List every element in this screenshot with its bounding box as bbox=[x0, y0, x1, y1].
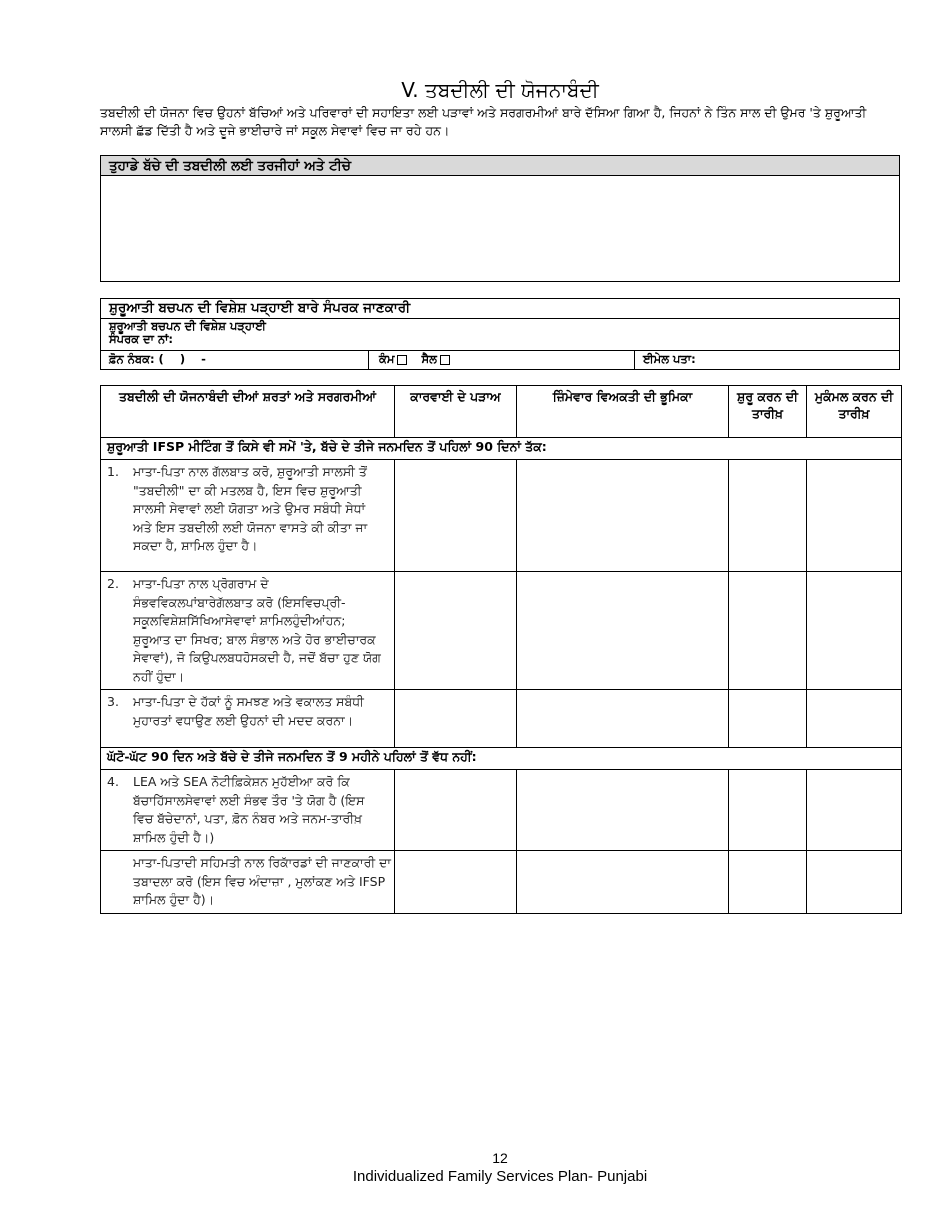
responsible-role-cell[interactable] bbox=[517, 851, 729, 914]
table-row bbox=[101, 572, 902, 690]
action-steps-cell[interactable] bbox=[395, 460, 517, 572]
responsible-role-cell[interactable] bbox=[517, 690, 729, 748]
task-number: 4. bbox=[107, 774, 119, 789]
task-text: ਮਾਤਾ-ਪਿਤਾ ਨਾਲ ਪ੍ਰੋਗਰਾਮ ਦੇ ਸੰਭਵਵਿਕਲਪਾਂਬਾਰੇਗੱਲਬਾਤ ਕਰੋ (ਇਸਵਿਚਪ੍ਰੀ-ਸਕੂਲਵਿਸ਼ੇਸ਼ਸਿੱਖਿਆਸੇਵਾਵਾਂ ਸ਼ਾਮਿਲਹੁੰਦੀਆਂਹਨ; ਸ਼ੁਰੂਆਤ ਦਾ ਸਿਖਰ; ਬਾਲ ਸੰਭਾਲ ਅਤੇ ਹੋਰ ਭਾਈਚਾਰਕ ਸੇਵਾਵਾਂ), ਜੋ ਕਿਉਪਲਬਧਹੋਸਕਦੀ ਹੈ, ਜਦੋਂ ਬੱਚਾ ਹੁਣ ਯੋਗ ਨਹੀਂ ਹੁੰਦਾ। bbox=[133, 576, 381, 684]
contact-heading: ਸ਼ੁਰੂਆਤੀ ਬਚਪਨ ਦੀ ਵਿਸ਼ੇਸ਼ ਪੜ੍ਹਾਈ ਬਾਰੇ ਸੰਪਰਕ ਜਾਣਕਾਰੀ bbox=[101, 299, 899, 319]
table-row bbox=[101, 460, 902, 572]
action-steps-cell[interactable] bbox=[395, 690, 517, 748]
start-date-cell[interactable] bbox=[729, 770, 807, 851]
task-cell bbox=[101, 770, 395, 851]
cell-checkbox[interactable] bbox=[440, 355, 450, 365]
task-text: LEA ਅਤੇ SEA ਨੋਟੀਫ਼ਿਕੇਸ਼ਨ ਮੁਹੱਈਆ ਕਰੋ ਕਿ ਬੱਚਾਹਿੱਸਾਲਸੇਵਾਵਾਂ ਲਈ ਸੰਭਵ ਤੌਰ 'ਤੇ ਯੋਗ ਹੈ (ਇਸ ਵਿਚ ਬੱਚੇਦਾਨਾਂ, ਪਤਾ, ਫ਼ੋਨ ਨੰਬਰ ਅਤੇ ਜਨਮ-ਤਾਰੀਖ਼ ਸ਼ਾਮਿਲ ਹੁੰਦੀ ਹੈ।) bbox=[133, 774, 365, 845]
task-text: ਮਾਤਾ-ਪਿਤਾ ਨਾਲ ਗੱਲਬਾਤ ਕਰੋ, ਸ਼ੁਰੂਆਤੀ ਸਾਲਸੀ ਤੋਂ "ਤਬਦੀਲੀ" ਦਾ ਕੀ ਮਤਲਬ ਹੈ, ਇਸ ਵਿਚ ਸ਼ੁਰੂਆਤੀ ਸਾਲਸੀ ਸੇਵਾਵਾਂ ਲਈ ਯੋਗਤਾ ਅਤੇ ਉਮਰ ਸਬੰਧੀ ਸੇਧਾਂ ਅਤੇ ਇਸ ਤਬਦੀਲੀ ਲਈ ਯੋਜਨਾ ਵਾਸਤੇ ਕੀ ਕੀਤਾ ਜਾ ਸਕਦਾ ਹੈ, ਸ਼ਾਮਿਲ ਹੁੰਦਾ ਹੈ। bbox=[133, 464, 368, 553]
phone-type bbox=[369, 351, 635, 369]
work-label: ਕੰਮ bbox=[379, 352, 395, 366]
contact-name-field[interactable] bbox=[101, 319, 899, 351]
responsible-role-cell[interactable] bbox=[517, 572, 729, 690]
section-row bbox=[101, 748, 902, 770]
priorities-box bbox=[100, 155, 900, 282]
contact-name-label-1: ਸ਼ੁਰੂਆਤੀ ਬਚਪਨ ਦੀ ਵਿਸ਼ੇਸ਼ ਪੜ੍ਹਾਈ bbox=[109, 319, 266, 333]
footer-title: Individualized Family Services Plan- Punjabi bbox=[352, 1168, 648, 1185]
task-number: 1. bbox=[107, 464, 119, 479]
responsible-role-cell[interactable] bbox=[517, 460, 729, 572]
cell-label: ਸੈਲ bbox=[421, 352, 437, 366]
completion-date-cell[interactable] bbox=[807, 770, 902, 851]
task-number: 3. bbox=[107, 694, 119, 709]
work-checkbox[interactable] bbox=[397, 355, 407, 365]
task-text: ਮਾਤਾ-ਪਿਤਾ ਦੇ ਹੱਕਾਂ ਨੂੰ ਸਮਝਣ ਅਤੇ ਵਕਾਲਤ ਸਬੰਧੀ ਮੁਹਾਰਤਾਂ ਵਧਾਉਣ ਲਈ ਉਹਨਾਂ ਦੀ ਮਦਦ ਕਰਨਾ। bbox=[133, 694, 364, 728]
phone-field[interactable]: ਫ਼ੋਨ ਨੰਬਕ: ( ) - bbox=[101, 351, 369, 369]
action-steps-cell[interactable] bbox=[395, 572, 517, 690]
priorities-heading: ਤੁਹਾਡੇ ਬੱਚੇ ਦੀ ਤਬਦੀਲੀ ਲਈ ਤਰਜੀਹਾਂ ਅਤੇ ਟੀਚੇ bbox=[101, 156, 899, 176]
page-title: V. ਤਬਦੀਲੀ ਦੀ ਯੋਜਨਾਬੰਦੀ bbox=[401, 78, 599, 102]
priorities-entry-area[interactable] bbox=[101, 176, 899, 281]
table-header-row bbox=[101, 386, 902, 438]
section-row bbox=[101, 438, 902, 460]
task-cell bbox=[101, 460, 395, 572]
header-responsible-role: ਜ਼ਿੰਮੇਵਾਰ ਵਿਅਕਤੀ ਦੀ ਭੂਮਿਕਾ bbox=[517, 386, 729, 438]
task-cell bbox=[101, 690, 395, 748]
action-steps-cell[interactable] bbox=[395, 851, 517, 914]
start-date-cell[interactable] bbox=[729, 460, 807, 572]
section-heading-1: ਸ਼ੁਰੂਆਤੀ IFSP ਮੀਟਿੰਗ ਤੋਂ ਕਿਸੇ ਵੀ ਸਮੇਂ 'ਤੇ, ਬੱਚੇ ਦੇ ਤੀਜੇ ਜਨਮਦਿਨ ਤੋਂ ਪਹਿਲਾਂ 90 ਦਿਨਾਂ ਤੱਕ: bbox=[101, 438, 902, 460]
email-field[interactable] bbox=[635, 351, 899, 369]
contact-info-box bbox=[100, 298, 900, 370]
transition-plan-table bbox=[100, 385, 902, 914]
contact-phone-row bbox=[101, 351, 899, 369]
completion-date-cell[interactable] bbox=[807, 690, 902, 748]
header-start-date: ਸ਼ੁਰੂ ਕਰਨ ਦੀ ਤਾਰੀਖ਼ bbox=[729, 386, 807, 438]
page-number: 12 bbox=[492, 1150, 508, 1166]
table-row bbox=[101, 770, 902, 851]
header-activities: ਤਬਦੀਲੀ ਦੀ ਯੋਜਨਾਬੰਦੀ ਦੀਆਂ ਸ਼ਰਤਾਂ ਅਤੇ ਸਰਗਰਮੀਆਂ bbox=[101, 386, 395, 438]
completion-date-cell[interactable] bbox=[807, 851, 902, 914]
action-steps-cell[interactable] bbox=[395, 770, 517, 851]
intro-paragraph: ਤਬਦੀਲੀ ਦੀ ਯੋਜਨਾ ਵਿਚ ਉਹਨਾਂ ਬੱਚਿਆਂ ਅਤੇ ਪਰਿਵਾਰਾਂ ਦੀ ਸਹਾਇਤਾ ਲਈ ਪੜਾਵਾਂ ਅਤੇ ਸਰਗਰਮੀਆਂ ਬਾਰੇ ਦੱਸਿਆ ਗਿਆ ਹੈ, ਜਿਹਨਾਂ ਨੇ ਤਿੰਨ ਸਾਲ ਦੀ ਉਮਰ 'ਤੇ ਸ਼ੁਰੂਆਤੀ ਸਾਲਸੀ ਛੱਡ ਦਿੱਤੀ ਹੈ ਅਤੇ ਦੂਜੇ ਭਾਈਚਾਰੇ ਜਾਂ ਸਕੂਲ ਸੇਵਾਵਾਂ ਵਿਚ ਜਾ ਰਹੇ ਹਨ। bbox=[100, 105, 867, 138]
header-completion-date: ਮੁਕੰਮਲ ਕਰਨ ਦੀ ਤਾਰੀਖ਼ bbox=[807, 386, 902, 438]
section-heading-2: ਘੱਟੋ-ਘੱਟ 90 ਦਿਨ ਅਤੇ ਬੱਚੇ ਦੇ ਤੀਜੇ ਜਨਮਦਿਨ ਤੋਂ 9 ਮਹੀਨੇ ਪਹਿਲਾਂ ਤੋਂ ਵੱਧ ਨਹੀਂ: bbox=[101, 748, 902, 770]
start-date-cell[interactable] bbox=[729, 690, 807, 748]
task-number: 2. bbox=[107, 576, 119, 591]
task-text: ਮਾਤਾ-ਪਿਤਾਦੀ ਸਹਿਮਤੀ ਨਾਲ ਰਿਕਾੱਰਡਾਂ ਦੀ ਜਾਣਕਾਰੀ ਦਾ ਤਬਾਦਲਾ ਕਰੋ (ਇਸ ਵਿਚ ਅੰਦਾਜ਼ਾ , ਮੁਲਾਂਕਣ ਅਤੇ IFSP ਸ਼ਾਮਿਲ ਹੁੰਦਾ ਹੈ)। bbox=[133, 855, 391, 907]
task-cell bbox=[101, 851, 395, 914]
task-cell bbox=[101, 572, 395, 690]
header-action-steps: ਕਾਰਵਾਈ ਦੇ ਪੜਾਅ bbox=[395, 386, 517, 438]
table-row bbox=[101, 851, 902, 914]
completion-date-cell[interactable] bbox=[807, 572, 902, 690]
responsible-role-cell[interactable] bbox=[517, 770, 729, 851]
table-row bbox=[101, 690, 902, 748]
email-label: ਈਮੇਲ ਪਤਾ: bbox=[643, 352, 696, 366]
completion-date-cell[interactable] bbox=[807, 460, 902, 572]
contact-name-label-2: ਸੰਪਰਕ ਦਾ ਨਾਂ: bbox=[109, 332, 173, 346]
start-date-cell[interactable] bbox=[729, 851, 807, 914]
start-date-cell[interactable] bbox=[729, 572, 807, 690]
